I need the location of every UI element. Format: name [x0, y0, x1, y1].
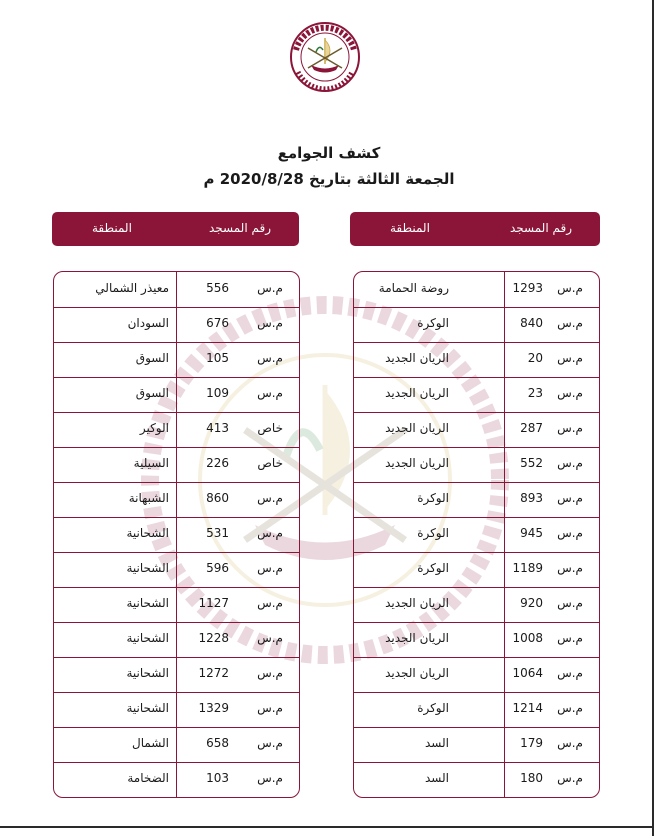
- mosque-area: الريان الجديد: [385, 456, 449, 470]
- mosque-type: م.س: [257, 736, 283, 750]
- mosque-area: الشحانية: [126, 666, 169, 680]
- mosque-type: م.س: [257, 561, 283, 575]
- table-row: [354, 272, 599, 308]
- mosque-area: الشحانية: [126, 631, 169, 645]
- mosque-type: خاص: [257, 421, 283, 435]
- table-row: [354, 692, 599, 728]
- table-row: [54, 482, 299, 518]
- table-row: [54, 622, 299, 658]
- mosque-type: م.س: [557, 596, 583, 610]
- header-area: المنطقة: [92, 221, 132, 235]
- mosque-type: م.س: [557, 631, 583, 645]
- mosque-number: 413: [206, 421, 229, 435]
- mosque-type: م.س: [257, 281, 283, 295]
- table-row: [354, 622, 599, 658]
- table-row: [354, 377, 599, 413]
- table-row: [54, 517, 299, 553]
- table-row: [54, 342, 299, 378]
- mosque-type: م.س: [257, 386, 283, 400]
- table-row: [54, 762, 299, 797]
- mosque-area: السوق: [135, 386, 169, 400]
- table-row: [54, 552, 299, 588]
- mosque-type: م.س: [557, 526, 583, 540]
- left-mosque-table: [53, 271, 300, 798]
- table-row: [354, 482, 599, 518]
- mosque-type: م.س: [557, 666, 583, 680]
- mosque-area: الريان الجديد: [385, 386, 449, 400]
- mosque-number: 1127: [198, 596, 229, 610]
- mosque-number: 1008: [512, 631, 543, 645]
- mosque-number: 552: [520, 456, 543, 470]
- table-row: [354, 657, 599, 693]
- page-border-right: [652, 0, 654, 836]
- table-row: [354, 412, 599, 448]
- mosque-area: السودان: [127, 316, 169, 330]
- mosque-area: روضة الحمامة: [378, 281, 449, 295]
- table-row: [354, 517, 599, 553]
- mosque-type: م.س: [557, 281, 583, 295]
- mosque-number: 531: [206, 526, 229, 540]
- mosque-type: خاص: [257, 456, 283, 470]
- mosque-number: 226: [206, 456, 229, 470]
- mosque-type: م.س: [257, 351, 283, 365]
- mosque-type: م.س: [557, 561, 583, 575]
- table-row: [354, 552, 599, 588]
- mosque-number: 1272: [198, 666, 229, 680]
- header-area: المنطقة: [390, 221, 430, 235]
- mosque-number: 1189: [512, 561, 543, 575]
- table-row: [354, 342, 599, 378]
- table-row: [54, 377, 299, 413]
- mosque-number: 1329: [198, 701, 229, 715]
- mosque-area: الشحانية: [126, 701, 169, 715]
- table-row: [354, 727, 599, 763]
- mosque-number: 658: [206, 736, 229, 750]
- mosque-type: م.س: [557, 491, 583, 505]
- table-row: [54, 412, 299, 448]
- mosque-type: م.س: [557, 771, 583, 785]
- mosque-area: الوكرة: [417, 526, 449, 540]
- page-border-bottom: [0, 826, 654, 828]
- mosque-number: 596: [206, 561, 229, 575]
- table-row: [354, 587, 599, 623]
- table-row: [354, 307, 599, 343]
- table-row: [354, 447, 599, 483]
- mosque-type: م.س: [257, 596, 283, 610]
- mosque-area: السد: [425, 771, 449, 785]
- mosque-type: م.س: [257, 771, 283, 785]
- mosque-type: م.س: [557, 421, 583, 435]
- mosque-area: الوكرة: [417, 316, 449, 330]
- mosque-type: م.س: [257, 491, 283, 505]
- mosque-type: م.س: [257, 666, 283, 680]
- mosque-area: الشبهانة: [128, 491, 169, 505]
- mosque-area: الوكرة: [417, 701, 449, 715]
- table-row: [54, 587, 299, 623]
- mosque-area: الشمال: [131, 736, 169, 750]
- mosque-number: 109: [206, 386, 229, 400]
- mosque-number: 20: [527, 351, 543, 365]
- table-row: [54, 307, 299, 343]
- header-mosque-number: رقم المسجد: [208, 221, 271, 235]
- mosque-area: الريان الجديد: [385, 631, 449, 645]
- mosque-area: الريان الجديد: [385, 351, 449, 365]
- header-mosque-number: رقم المسجد: [509, 221, 572, 235]
- mosque-area: الريان الجديد: [385, 666, 449, 680]
- mosque-area: الشحانية: [126, 596, 169, 610]
- mosque-area: السد: [425, 736, 449, 750]
- mosque-area: الوكرة: [417, 491, 449, 505]
- mosque-area: الضخامة: [127, 771, 169, 785]
- mosque-area: السيلية: [133, 456, 169, 470]
- mosque-area: الوكير: [139, 421, 169, 435]
- document-title: كشف الجوامع: [277, 144, 381, 162]
- mosque-number: 893: [520, 491, 543, 505]
- mosque-type: م.س: [257, 701, 283, 715]
- mosque-number: 23: [527, 386, 543, 400]
- table-row: [54, 727, 299, 763]
- right-table-header: [350, 212, 600, 246]
- mosque-number: 1064: [512, 666, 543, 680]
- mosque-number: 287: [520, 421, 543, 435]
- mosque-number: 1214: [512, 701, 543, 715]
- mosque-area: معيذر الشمالي: [95, 281, 169, 295]
- mosque-area: الريان الجديد: [385, 421, 449, 435]
- mosque-area: الوكرة: [417, 561, 449, 575]
- mosque-type: م.س: [557, 316, 583, 330]
- mosque-area: السوق: [135, 351, 169, 365]
- right-mosque-table: [353, 271, 600, 798]
- mosque-number: 105: [206, 351, 229, 365]
- table-row: [54, 692, 299, 728]
- mosque-type: م.س: [557, 351, 583, 365]
- mosque-number: 179: [520, 736, 543, 750]
- table-row: [354, 762, 599, 797]
- mosque-area: الشحانية: [126, 561, 169, 575]
- mosque-number: 103: [206, 771, 229, 785]
- mosque-type: م.س: [257, 631, 283, 645]
- mosque-number: 1293: [512, 281, 543, 295]
- mosque-type: م.س: [257, 526, 283, 540]
- left-table-header: [52, 212, 299, 246]
- mosque-number: 556: [206, 281, 229, 295]
- table-row: [54, 447, 299, 483]
- mosque-number: 840: [520, 316, 543, 330]
- mosque-area: الريان الجديد: [385, 596, 449, 610]
- table-row: [54, 657, 299, 693]
- document-subtitle: الجمعة الثالثة بتاريخ 2020/8/28 م: [203, 170, 455, 188]
- mosque-number: 920: [520, 596, 543, 610]
- mosque-type: م.س: [557, 736, 583, 750]
- mosque-number: 676: [206, 316, 229, 330]
- mosque-type: م.س: [557, 701, 583, 715]
- mosque-type: م.س: [557, 386, 583, 400]
- mosque-type: م.س: [557, 456, 583, 470]
- table-row: [54, 272, 299, 308]
- mosque-number: 180: [520, 771, 543, 785]
- mosque-area: الشحانية: [126, 526, 169, 540]
- mosque-type: م.س: [257, 316, 283, 330]
- mosque-number: 945: [520, 526, 543, 540]
- qatar-emblem-logo: [286, 20, 364, 94]
- mosque-number: 860: [206, 491, 229, 505]
- mosque-number: 1228: [198, 631, 229, 645]
